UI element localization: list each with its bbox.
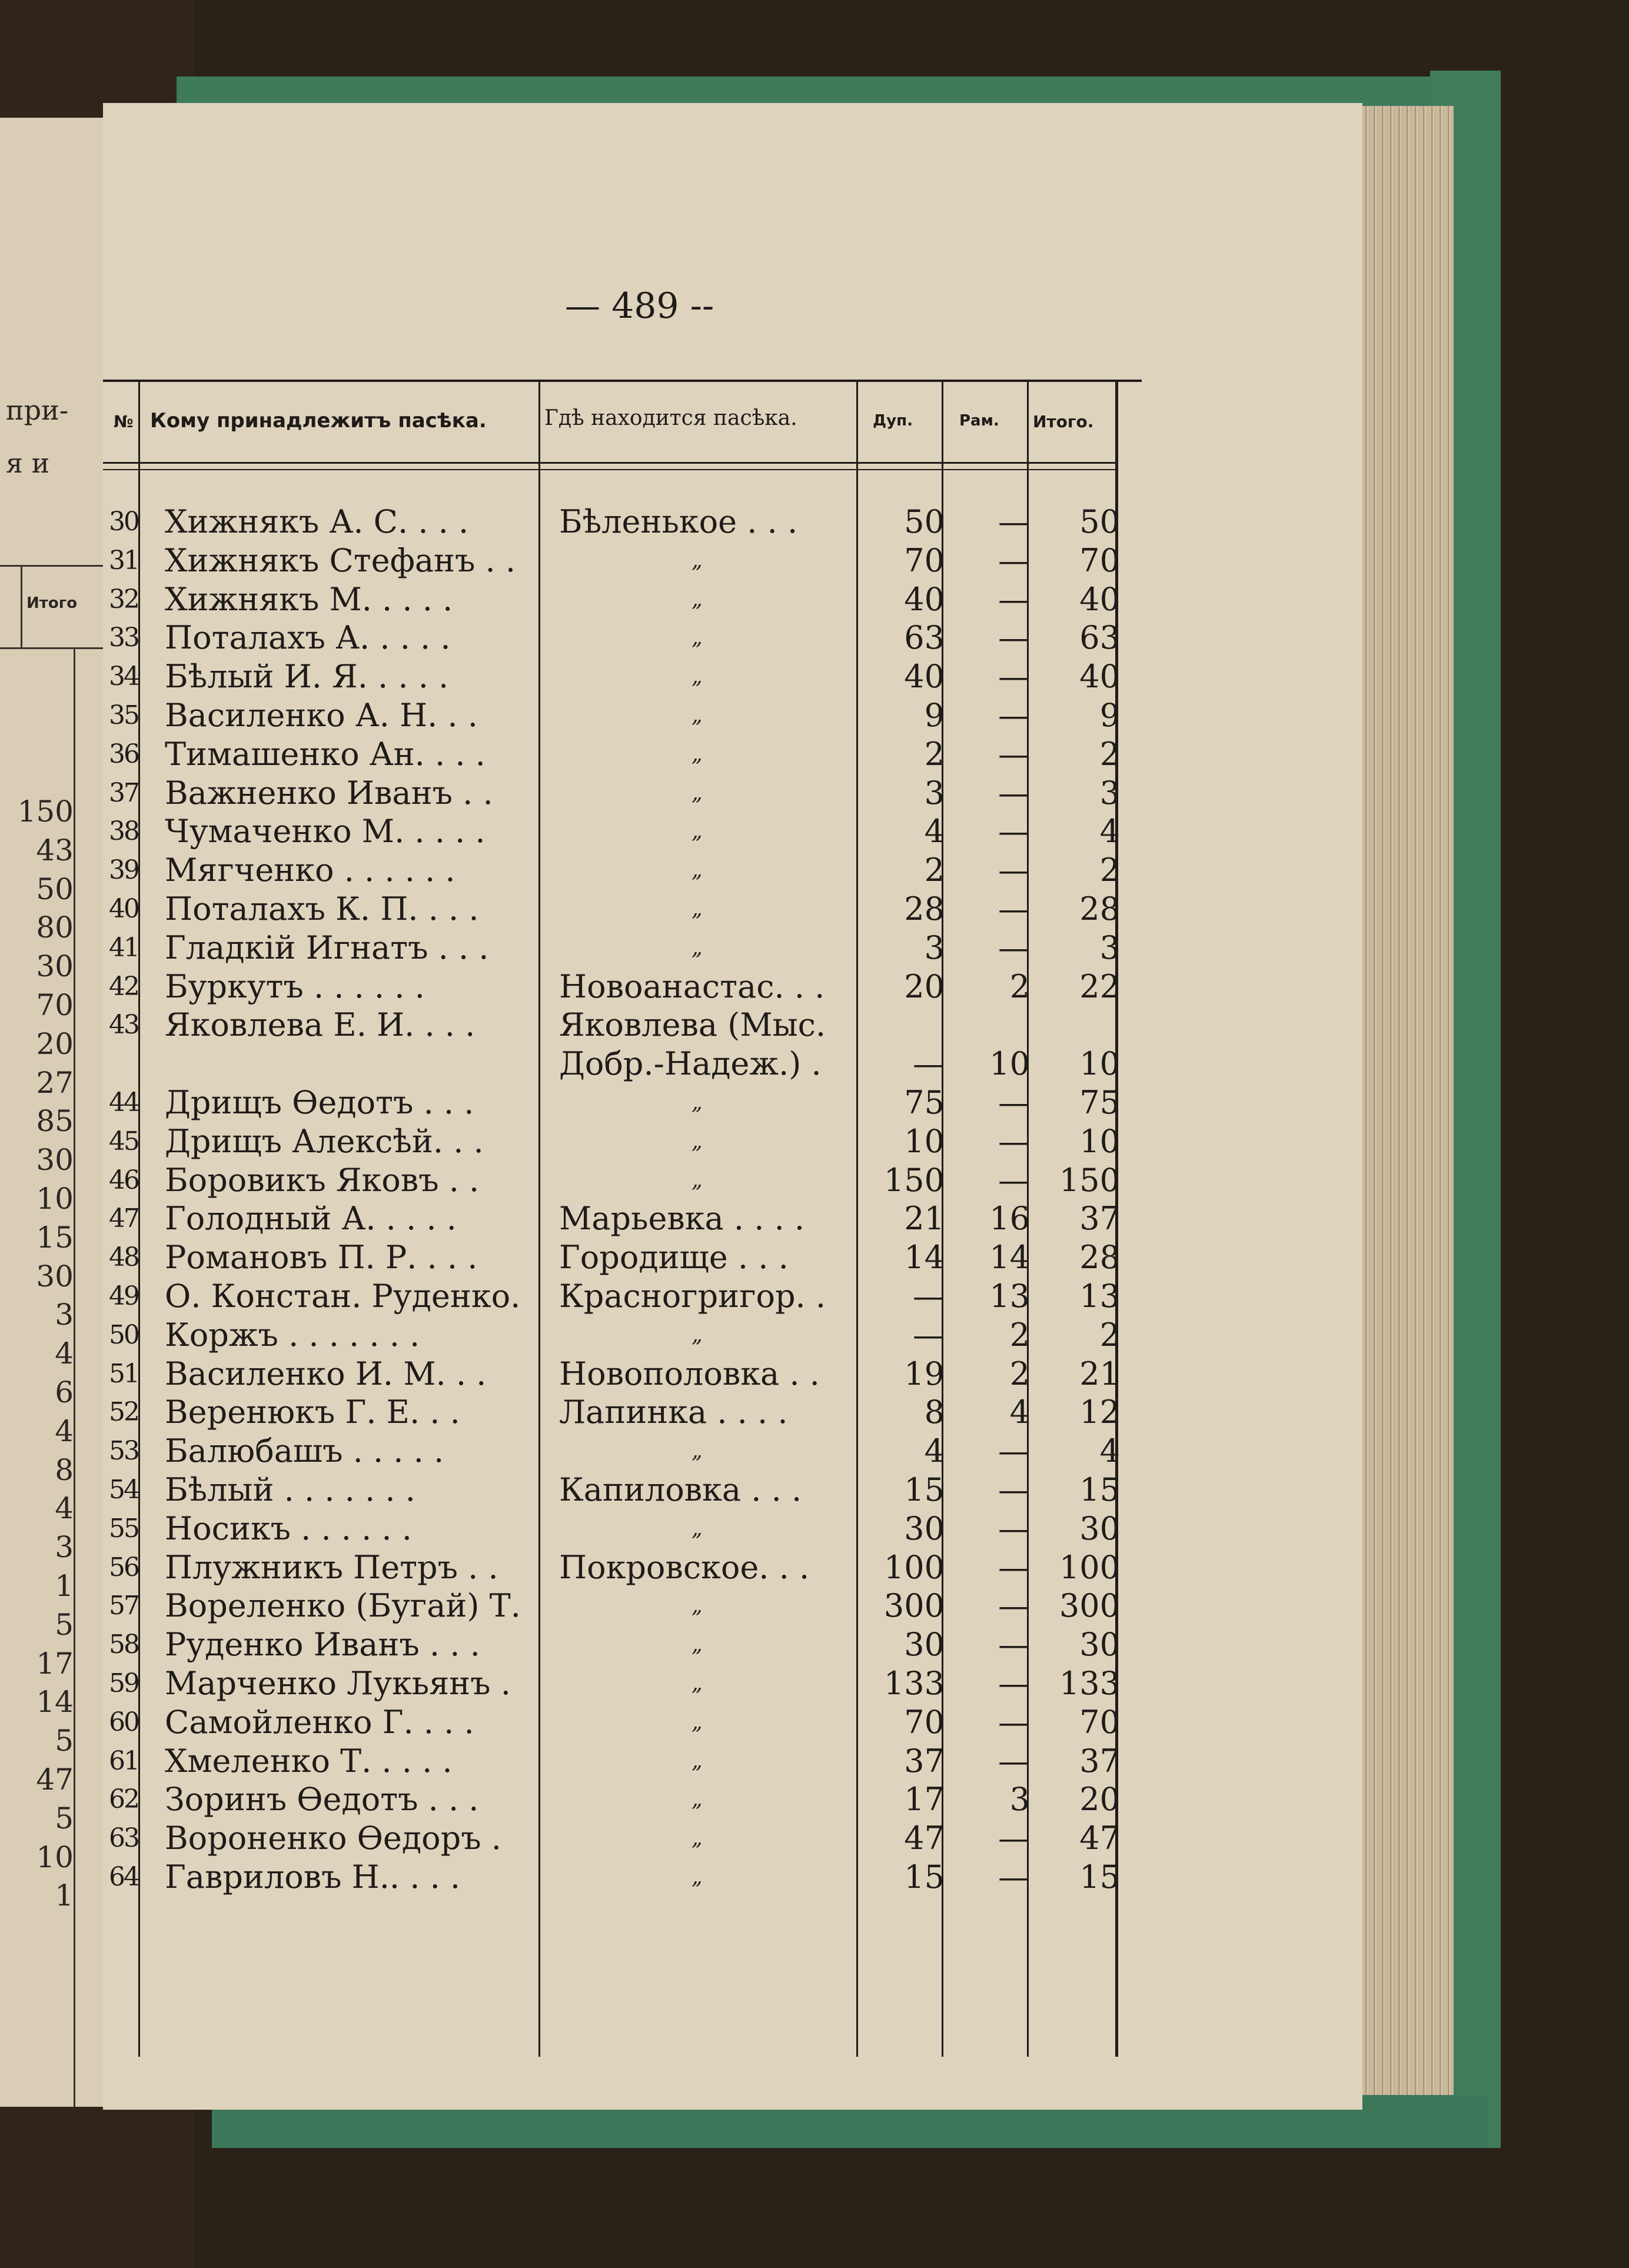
left-fragment-number: 85 <box>36 1104 74 1139</box>
header-dup: Дуп. <box>873 412 913 430</box>
row-number: 50 <box>109 1319 138 1350</box>
row-dup: 21 <box>904 1200 945 1238</box>
row-owner: Хижнякъ А. С. . . . <box>165 503 469 540</box>
row-dup: 50 <box>904 503 945 540</box>
row-owner: Бѣлый . . . . . . . <box>165 1471 415 1508</box>
row-number: 32 <box>109 584 138 614</box>
row-ram: — <box>998 1742 1030 1780</box>
left-page-fragment <box>0 118 103 2107</box>
row-ram: — <box>998 774 1030 812</box>
row-total: 30 <box>1079 1626 1120 1664</box>
row-owner: Хмеленко Т. . . . . <box>165 1742 453 1780</box>
row-total: 2 <box>1099 735 1120 773</box>
row-number: 63 <box>109 1823 138 1854</box>
row-location: Бѣленькое . . . <box>559 503 798 540</box>
row-owner: Гладкій Игнатъ . . . <box>165 929 489 966</box>
row-ram: — <box>998 1161 1030 1199</box>
table-row <box>103 890 1362 928</box>
row-total: 70 <box>1079 541 1120 579</box>
row-total: 3 <box>1099 774 1120 812</box>
table-row <box>103 1123 1362 1160</box>
book-cover-bottom <box>194 2142 1629 2268</box>
row-owner: Важненко Иванъ . . <box>165 774 493 812</box>
row-location: Добр.-Надеж.) . <box>559 1045 822 1083</box>
table-row <box>103 1858 1362 1896</box>
table-header-rule <box>103 469 1118 470</box>
table-row <box>103 1704 1362 1741</box>
row-location: „ <box>692 587 703 611</box>
row-dup: 20 <box>904 967 945 1005</box>
row-number: 56 <box>109 1552 138 1582</box>
table-row <box>103 1278 1362 1315</box>
table-row <box>103 1549 1362 1587</box>
row-location: „ <box>692 1168 703 1192</box>
table-row <box>103 658 1362 696</box>
row-owner: Дрищъ Алексѣй. . . <box>165 1122 484 1160</box>
row-dup: 4 <box>924 1432 945 1470</box>
table-row <box>103 1355 1362 1393</box>
row-location: „ <box>692 664 703 689</box>
left-fragment-number: 43 <box>36 833 74 867</box>
row-location: „ <box>692 1322 703 1347</box>
header-num: № <box>114 412 134 431</box>
row-dup: 30 <box>904 1626 945 1664</box>
row-ram: 3 <box>1009 1781 1030 1818</box>
left-fragment-line1: при- <box>6 394 69 426</box>
row-owner: Коржъ . . . . . . . <box>165 1316 420 1354</box>
left-fragment-number: 20 <box>36 1026 74 1061</box>
row-location: Покровское. . . <box>559 1548 810 1586</box>
row-number: 35 <box>109 700 138 730</box>
row-number: 59 <box>109 1668 138 1698</box>
table-row <box>103 1084 1362 1122</box>
row-total: 9 <box>1099 697 1120 734</box>
header-ram: Рам. <box>959 412 999 430</box>
left-fragment-divider <box>21 565 22 647</box>
row-owner: О. Констан. Руденко. <box>165 1278 521 1315</box>
row-dup: — <box>913 1278 945 1315</box>
row-location: „ <box>692 1090 703 1115</box>
row-owner: Гавриловъ Н.. . . . <box>165 1858 461 1895</box>
row-number: 53 <box>109 1436 138 1466</box>
row-ram: — <box>998 1858 1030 1895</box>
row-number: 45 <box>109 1126 138 1156</box>
table-row <box>103 1200 1362 1238</box>
row-ram: — <box>998 813 1030 850</box>
row-number: 40 <box>109 894 138 924</box>
row-total: 50 <box>1079 503 1120 540</box>
row-location: „ <box>692 1632 703 1657</box>
row-number: 49 <box>109 1281 138 1311</box>
row-owner: Бѣлый И. Я. . . . . <box>165 658 449 696</box>
row-dup: 133 <box>883 1665 945 1702</box>
left-fragment-rule <box>0 565 103 567</box>
row-owner: Хижнякъ М. . . . . <box>165 580 453 618</box>
left-fragment-number: 150 <box>17 794 74 829</box>
left-fragment-number: 1 <box>55 1878 74 1913</box>
row-dup: 15 <box>904 1858 945 1895</box>
row-dup: 4 <box>924 813 945 850</box>
row-location: „ <box>692 626 703 650</box>
row-dup: 15 <box>904 1471 945 1508</box>
row-total: 37 <box>1079 1200 1120 1238</box>
row-location: „ <box>692 858 703 883</box>
header-location: Гдѣ находится пасѣка. <box>544 406 797 430</box>
main-page <box>103 103 1362 2110</box>
row-total: 40 <box>1079 658 1120 696</box>
left-fragment-number: 14 <box>36 1685 74 1720</box>
row-location: „ <box>692 1710 703 1734</box>
row-total: 13 <box>1079 1278 1120 1315</box>
row-location: „ <box>692 819 703 844</box>
left-fragment-number: 4 <box>55 1491 74 1526</box>
row-number: 38 <box>109 816 138 847</box>
table-row <box>103 1665 1362 1702</box>
row-owner: Носикъ . . . . . . <box>165 1509 412 1547</box>
row-owner: Самойленко Г. . . . <box>165 1703 474 1741</box>
row-total: 12 <box>1079 1394 1120 1431</box>
row-dup: — <box>913 1316 945 1354</box>
row-total: 21 <box>1079 1355 1120 1392</box>
left-fragment-number: 3 <box>55 1530 74 1565</box>
row-dup: 47 <box>904 1820 945 1857</box>
row-location: „ <box>692 780 703 805</box>
row-ram: — <box>998 1820 1030 1857</box>
row-ram: — <box>998 735 1030 773</box>
row-total: 150 <box>1059 1161 1120 1199</box>
row-ram: — <box>998 929 1030 966</box>
row-owner: Яковлева Е. И. . . . <box>165 1006 476 1044</box>
row-ram: — <box>998 541 1030 579</box>
row-owner: Мягченко . . . . . . <box>165 852 456 889</box>
row-number: 61 <box>109 1745 138 1776</box>
row-ram: — <box>998 1509 1030 1547</box>
row-number: 48 <box>109 1242 138 1273</box>
row-total: 10 <box>1079 1045 1120 1083</box>
left-fragment-number: 3 <box>55 1298 74 1332</box>
table-row <box>103 736 1362 773</box>
row-location: „ <box>692 703 703 727</box>
left-fragment-number: 8 <box>55 1452 74 1487</box>
row-owner: Буркутъ . . . . . . <box>165 967 425 1005</box>
left-fragment-number: 5 <box>55 1607 74 1642</box>
row-location: „ <box>692 1826 703 1851</box>
left-fragment-divider <box>74 647 75 2107</box>
row-number: 55 <box>109 1513 138 1544</box>
table-row <box>103 1239 1362 1276</box>
row-location: „ <box>692 935 703 960</box>
left-fragment-number: 15 <box>36 1220 74 1255</box>
row-ram: — <box>998 1471 1030 1508</box>
row-number: 47 <box>109 1203 138 1234</box>
row-ram: 4 <box>1009 1394 1030 1431</box>
row-number: 58 <box>109 1629 138 1660</box>
row-number: 46 <box>109 1165 138 1195</box>
row-ram: 2 <box>1009 967 1030 1005</box>
row-ram: — <box>998 1432 1030 1470</box>
row-number: 39 <box>109 855 138 886</box>
left-fragment-number: 5 <box>55 1801 74 1835</box>
left-fragment-number: 27 <box>36 1065 74 1100</box>
row-dup: 40 <box>904 658 945 696</box>
row-total: 30 <box>1079 1509 1120 1547</box>
row-total: 4 <box>1099 813 1120 850</box>
header-owner: Кому принадлежитъ пасѣка. <box>150 409 487 433</box>
table-row <box>103 774 1362 812</box>
row-owner: Марченко Лукьянъ . <box>165 1665 511 1702</box>
row-owner: Василенко И. М. . . <box>165 1355 487 1392</box>
row-dup: 3 <box>924 929 945 966</box>
row-ram: — <box>998 1548 1030 1586</box>
row-ram: 10 <box>989 1045 1030 1083</box>
left-fragment-number: 47 <box>36 1762 74 1797</box>
row-total: 10 <box>1079 1122 1120 1160</box>
row-ram: 2 <box>1009 1355 1030 1392</box>
table-row <box>103 1432 1362 1470</box>
row-dup: 17 <box>904 1781 945 1818</box>
table-top-rule <box>103 380 1142 382</box>
row-total: 47 <box>1079 1820 1120 1857</box>
row-dup: 3 <box>924 774 945 812</box>
row-total: 40 <box>1079 580 1120 618</box>
table-row <box>103 1742 1362 1780</box>
row-total: 37 <box>1079 1742 1120 1780</box>
row-location: „ <box>692 1439 703 1464</box>
row-dup: 75 <box>904 1084 945 1121</box>
row-ram: — <box>998 697 1030 734</box>
row-location: Новополовка . . <box>559 1355 820 1392</box>
row-location: „ <box>692 741 703 766</box>
row-owner: Голодный А. . . . . <box>165 1200 457 1238</box>
row-owner: Дрищъ Ѳедотъ . . . <box>165 1084 474 1121</box>
header-total: Итого. <box>1033 412 1094 431</box>
row-dup: 2 <box>924 735 945 773</box>
left-fragment-number: 10 <box>36 1182 74 1216</box>
row-ram: — <box>998 852 1030 889</box>
row-total: 75 <box>1079 1084 1120 1121</box>
row-ram: — <box>998 1665 1030 1702</box>
row-number: 41 <box>109 932 138 963</box>
row-total: 3 <box>1099 929 1120 966</box>
row-location: Городище . . . <box>559 1239 789 1276</box>
row-dup: 63 <box>904 619 945 657</box>
row-total: 20 <box>1079 1781 1120 1818</box>
row-location: „ <box>692 1787 703 1812</box>
row-total: 70 <box>1079 1703 1120 1741</box>
row-ram: 2 <box>1009 1316 1030 1354</box>
row-total: 4 <box>1099 1432 1120 1470</box>
row-number: 62 <box>109 1784 138 1815</box>
row-location: „ <box>692 1516 703 1541</box>
table-row <box>103 1006 1362 1044</box>
row-location: „ <box>692 897 703 921</box>
table-row <box>103 813 1362 850</box>
table-header-rule <box>103 462 1118 464</box>
row-owner: Поталахъ К. П. . . . <box>165 890 479 927</box>
table-row <box>103 697 1362 734</box>
row-number: 52 <box>109 1397 138 1428</box>
row-total: 15 <box>1079 1858 1120 1895</box>
row-ram: — <box>998 1084 1030 1121</box>
row-number: 42 <box>109 971 138 1002</box>
row-location: Марьевка . . . . <box>559 1200 805 1238</box>
row-location: „ <box>692 1865 703 1889</box>
page-edges <box>1354 106 1454 2107</box>
row-number: 57 <box>109 1591 138 1621</box>
row-dup: 30 <box>904 1509 945 1547</box>
row-owner: Поталахъ А. . . . . <box>165 619 451 657</box>
table-row <box>103 542 1362 580</box>
table-row <box>103 1510 1362 1548</box>
table-row <box>103 1587 1362 1625</box>
left-fragment-line2: я и <box>6 447 50 479</box>
table-row <box>103 1781 1362 1818</box>
row-owner: Тимашенко Ан. . . . <box>165 735 486 773</box>
table-row <box>103 503 1362 541</box>
row-owner: Хижнякъ Стефанъ . . <box>165 541 516 579</box>
row-ram: — <box>998 658 1030 696</box>
row-dup: 37 <box>904 1742 945 1780</box>
row-total: 133 <box>1059 1665 1120 1702</box>
row-dup: 100 <box>883 1548 945 1586</box>
row-number: 33 <box>109 623 138 653</box>
row-ram: — <box>998 1587 1030 1625</box>
row-total: 22 <box>1079 967 1120 1005</box>
row-number: 31 <box>109 545 138 576</box>
row-location: Красногригор. . <box>559 1278 826 1315</box>
row-location: „ <box>692 1129 703 1153</box>
row-ram: — <box>998 619 1030 657</box>
row-owner: Балюбашъ . . . . . <box>165 1432 444 1470</box>
row-location: „ <box>692 1748 703 1773</box>
left-fragment-number: 70 <box>36 988 74 1022</box>
row-ram: 13 <box>989 1278 1030 1315</box>
table-row <box>103 1045 1362 1083</box>
table-row <box>103 1820 1362 1857</box>
row-ram: — <box>998 890 1030 927</box>
row-owner: Романовъ П. Р. . . . <box>165 1239 478 1276</box>
row-location: Новоанастас. . . <box>559 967 825 1005</box>
row-ram: — <box>998 503 1030 540</box>
left-fragment-number: 30 <box>36 1259 74 1293</box>
left-fragment-number: 1 <box>55 1569 74 1603</box>
row-number: 64 <box>109 1862 138 1892</box>
row-dup: 40 <box>904 580 945 618</box>
row-total: 28 <box>1079 1239 1120 1276</box>
left-fragment-number: 4 <box>55 1414 74 1448</box>
row-total: 100 <box>1059 1548 1120 1586</box>
row-dup: 70 <box>904 541 945 579</box>
row-dup: 70 <box>904 1703 945 1741</box>
row-ram: — <box>998 580 1030 618</box>
row-dup: 9 <box>924 697 945 734</box>
row-total: 15 <box>1079 1471 1120 1508</box>
row-dup: 19 <box>904 1355 945 1392</box>
row-owner: Зоринъ Ѳедотъ . . . <box>165 1781 479 1818</box>
left-fragment-number: 10 <box>36 1840 74 1874</box>
row-location: Лапинка . . . . <box>559 1394 788 1431</box>
row-dup: 28 <box>904 890 945 927</box>
row-number: 36 <box>109 739 138 769</box>
row-ram: — <box>998 1122 1030 1160</box>
row-number: 54 <box>109 1475 138 1505</box>
row-dup: — <box>913 1045 945 1083</box>
table-row <box>103 852 1362 889</box>
row-number: 37 <box>109 777 138 808</box>
left-fragment-header: Итого <box>26 594 78 612</box>
left-fragment-number: 17 <box>36 1646 74 1681</box>
row-ram: 16 <box>989 1200 1030 1238</box>
row-total: 63 <box>1079 619 1120 657</box>
page-number: — 489 -- <box>565 285 714 327</box>
left-fragment-number: 50 <box>36 872 74 906</box>
row-owner: Плужникъ Петръ . . <box>165 1548 498 1586</box>
left-fragment-number: 80 <box>36 910 74 945</box>
row-ram: — <box>998 1626 1030 1664</box>
row-number: 34 <box>109 661 138 692</box>
row-owner: Василенко А. Н. . . <box>165 697 478 734</box>
left-fragment-number: 30 <box>36 1143 74 1178</box>
table-row <box>103 1316 1362 1354</box>
table-row <box>103 929 1362 967</box>
table-row <box>103 619 1362 657</box>
left-fragment-rule <box>0 647 103 649</box>
row-dup: 14 <box>904 1239 945 1276</box>
row-dup: 2 <box>924 852 945 889</box>
row-owner: Вороненко Ѳедоръ . <box>165 1820 501 1857</box>
row-location: Капиловка . . . <box>559 1471 802 1508</box>
left-fragment-number: 6 <box>55 1375 74 1409</box>
left-fragment-number: 4 <box>55 1336 74 1371</box>
row-location: Яковлева (Мыс. <box>559 1006 826 1044</box>
row-owner: Вореленко (Бугай) Т. <box>165 1587 521 1625</box>
row-dup: 300 <box>883 1587 945 1625</box>
left-fragment-number: 30 <box>36 949 74 984</box>
row-dup: 8 <box>924 1394 945 1431</box>
row-dup: 150 <box>883 1161 945 1199</box>
row-location: „ <box>692 548 703 573</box>
table-row <box>103 1471 1362 1509</box>
row-dup: 10 <box>904 1122 945 1160</box>
row-owner: Руденко Иванъ . . . <box>165 1626 480 1664</box>
row-number: 51 <box>109 1358 138 1389</box>
left-fragment-number: 5 <box>55 1724 74 1758</box>
row-total: 300 <box>1059 1587 1120 1625</box>
row-owner: Веренюкъ Г. Е. . . <box>165 1394 460 1431</box>
table-row <box>103 968 1362 1006</box>
row-ram: — <box>998 1703 1030 1741</box>
table-row <box>103 1162 1362 1199</box>
row-owner: Чумаченко М. . . . . <box>165 813 486 850</box>
row-total: 2 <box>1099 1316 1120 1354</box>
table-row <box>103 581 1362 618</box>
row-location: „ <box>692 1594 703 1618</box>
row-location: „ <box>692 1671 703 1695</box>
table-row <box>103 1626 1362 1664</box>
row-number: 60 <box>109 1707 138 1737</box>
row-total: 2 <box>1099 852 1120 889</box>
row-number: 30 <box>109 507 138 537</box>
row-owner: Боровикъ Яковъ . . <box>165 1161 480 1199</box>
row-total: 28 <box>1079 890 1120 927</box>
row-number: 43 <box>109 1010 138 1040</box>
table-row <box>103 1394 1362 1431</box>
row-number: 44 <box>109 1088 138 1118</box>
row-ram: 14 <box>989 1239 1030 1276</box>
